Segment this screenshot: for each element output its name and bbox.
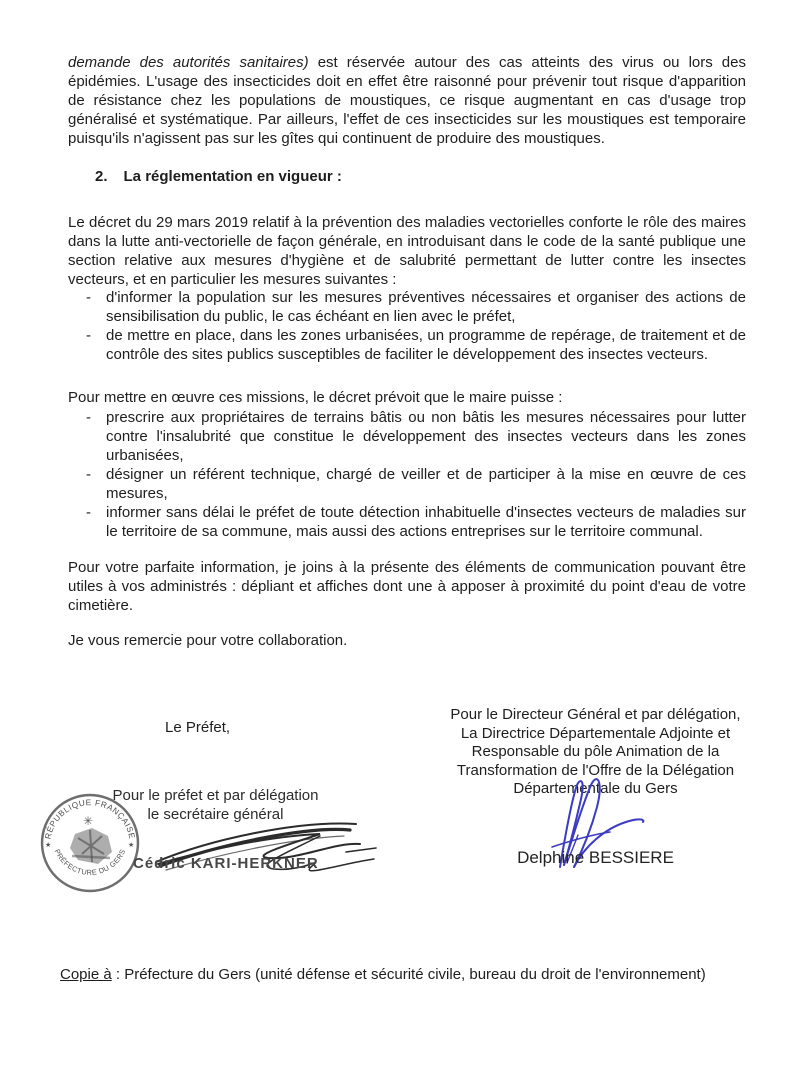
stamp-arc-bottom-text: PRÉFECTURE DU GERS [52,847,128,877]
section-title: La réglementation en vigueur : [123,168,342,185]
right-block-line: Départementale du Gers [513,780,678,797]
svg-text:✳: ✳ [83,814,94,828]
prefet-title: Le Préfet, [165,719,231,736]
right-block-line: Responsable du pôle Animation de la [471,743,720,760]
signatory-name-right: Delphine BESSIERE [517,848,674,867]
handwritten-signature-black [148,798,383,886]
paragraph-decret: Le décret du 29 mars 2019 relatif à la prévention des maladies vectorielles conforte le rôle des maires dans la lutte anti-vectorielle de façon générale, en introduisant dans le code de la santé publique une section relative aux mesures d'hygiène et de salubrité permettant de lutter contre les insectes vecteurs, et en particulier les mesures suivantes : [68,214,746,288]
section-number: 2. [95,168,108,185]
list-item: - de mettre en place, dans les zones urbanisées, un programme de repérage, de traitement et de contrôle des sites publics susceptibles de faciliter le développement des insectes vecteurs. [68,326,746,364]
paragraph-thanks: Je vous remercie pour votre collaboration. [68,632,348,649]
paragraph-insecticides [68,53,746,148]
right-block-line: La Directrice Départementale Adjointe et [460,724,731,742]
copy-to-line [60,966,760,983]
list-item: - prescrire aux propriétaires de terrains bâtis ou non bâtis les mesures nécessaires pour lutter contre l'insalubrité que constitue le développement des insectes vecteurs dans les zones urbanisées, [68,408,746,465]
stamp-star-right: ★ [128,842,135,849]
stamp-emblem [70,814,112,864]
list-item: - désigner un référent technique, chargé de veiller et de participer à la mise en œuvre de ces mesures, [68,465,746,503]
delegation-line: Pour le préfet et par délégation [112,787,319,804]
paragraph-body-text: est réservée autour des cas atteints des virus ou lors des épidémies. L'usage des insecticides doit en effet être raisonné pour prévenir tout risque d'apparition de résistance chez les populations de moustiques, ce risque augmentant en cas d'usage trop généralisé et systématique. Par ailleurs, l'effet de ces insecticides sur les moustiques est temporaire puisqu'ils n'agissent pas sur les gîtes qui continuent de produire des moustiques. [68,54,746,147]
copy-to-label: Copie à [60,966,112,983]
list-item: - d'informer la population sur les mesures préventives nécessaires et organiser des actions de sensibilisation du public, le cas échéant en lien avec le préfet, [68,288,746,326]
official-seal-stamp-icon [20,792,160,897]
delegation-line: le secrétaire général [147,806,284,823]
paragraph-information: Pour votre parfaite information, je joins à la présente des éléments de communication pouvant être utiles à vos administrés : dépliant et affiches dont une à apposer à proximité du point d'eau de votre cimetière. [68,559,746,614]
paragraph-missions: Pour mettre en œuvre ces missions, le décret prévoit que le maire puisse : [68,389,563,406]
right-block-line: Pour le Directeur Général et par délégation, [450,706,741,723]
stamp-arc-top-text: RÉPUBLIQUE FRANÇAISE [43,798,137,840]
list-item: - informer sans délai le préfet de toute détection inhabituelle d'insectes vecteurs de maladies sur le territoire de sa commune, mais aussi des actions entreprises sur le territoire communal. [68,503,746,541]
signatory-name-left: Cédric KARI-HERKNER [133,855,319,872]
stamp-star-left: ★ [45,842,52,849]
section-heading [95,168,342,185]
maire-powers-list [68,408,746,541]
measures-list [68,288,746,364]
right-block-line: Transformation de l'Offre de la Délégation [456,761,735,779]
copy-to-text: : Préfecture du Gers (unité défense et sécurité civile, bureau du droit de l'environnement) [111,966,706,983]
paragraph-italic-lead: demande des autorités sanitaires) [68,54,309,71]
